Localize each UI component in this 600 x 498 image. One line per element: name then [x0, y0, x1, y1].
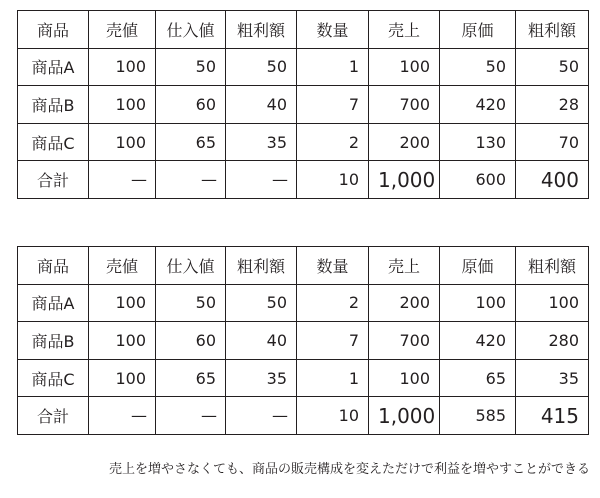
cell-unit-gross-profit: 40 [226, 322, 297, 360]
col-header-purchase-price: 仕入値 [156, 247, 226, 285]
cell-total-label: 合計 [18, 397, 89, 435]
cell-price: 100 [89, 86, 156, 124]
cell-total-cost: 585 [440, 397, 516, 435]
cell-product: 商品B [18, 86, 89, 124]
header-row [18, 11, 589, 49]
cell-sales: 700 [369, 86, 440, 124]
cell-cost: 100 [440, 284, 516, 322]
cell-price: 100 [89, 48, 156, 86]
col-header-gross-profit: 粗利額 [516, 247, 589, 285]
cell-total-sales: 1,000 [369, 161, 440, 199]
cell-quantity: 1 [297, 359, 369, 397]
cell-total-quantity: 10 [297, 397, 369, 435]
cell-cost: 65 [440, 359, 516, 397]
caption: 売上を増やさなくても、商品の販売構成を変えただけで利益を増やすことができる [108, 462, 590, 477]
cell-gross-profit: 280 [516, 322, 589, 360]
col-header-cost: 原価 [440, 247, 516, 285]
cell-gross-profit: 100 [516, 284, 589, 322]
cell-purchase-price: — [156, 161, 226, 199]
col-header-product: 商品 [18, 247, 89, 285]
col-header-gross-profit: 粗利額 [516, 11, 589, 49]
cell-quantity: 7 [297, 86, 369, 124]
cell-unit-gross-profit: 40 [226, 86, 297, 124]
cell-price: — [89, 161, 156, 199]
col-header-sales: 売上 [369, 247, 440, 285]
cell-unit-gross-profit: — [226, 161, 297, 199]
cell-unit-gross-profit: — [226, 397, 297, 435]
cell-purchase-price: — [156, 397, 226, 435]
table-row [18, 123, 589, 161]
cell-unit-gross-profit: 35 [226, 359, 297, 397]
col-header-price: 売値 [89, 11, 156, 49]
cell-sales: 200 [369, 284, 440, 322]
cell-total-gross-profit: 400 [516, 161, 589, 199]
cell-gross-profit: 70 [516, 123, 589, 161]
cell-cost: 130 [440, 123, 516, 161]
table-row [18, 359, 589, 397]
cell-product: 商品C [18, 359, 89, 397]
col-header-quantity: 数量 [297, 247, 369, 285]
cell-gross-profit: 35 [516, 359, 589, 397]
col-header-purchase-price: 仕入値 [156, 11, 226, 49]
cell-purchase-price: 60 [156, 322, 226, 360]
cell-price: 100 [89, 123, 156, 161]
cell-price: 100 [89, 284, 156, 322]
col-header-quantity: 数量 [297, 11, 369, 49]
sales-table-before [17, 10, 589, 199]
cell-quantity: 1 [297, 48, 369, 86]
table-row [18, 322, 589, 360]
col-header-sales: 売上 [369, 11, 440, 49]
cell-purchase-price: 65 [156, 359, 226, 397]
cell-total-quantity: 10 [297, 161, 369, 199]
cell-sales: 100 [369, 359, 440, 397]
table-row [18, 48, 589, 86]
cell-product: 商品A [18, 284, 89, 322]
cell-purchase-price: 60 [156, 86, 226, 124]
cell-gross-profit: 28 [516, 86, 589, 124]
cell-cost: 420 [440, 86, 516, 124]
cell-quantity: 7 [297, 322, 369, 360]
cell-unit-gross-profit: 50 [226, 48, 297, 86]
col-header-cost: 原価 [440, 11, 516, 49]
cell-unit-gross-profit: 35 [226, 123, 297, 161]
cell-cost: 50 [440, 48, 516, 86]
col-header-product: 商品 [18, 11, 89, 49]
cell-total-cost: 600 [440, 161, 516, 199]
cell-product: 商品C [18, 123, 89, 161]
col-header-unit-gross-profit: 粗利額 [226, 11, 297, 49]
col-header-price: 売値 [89, 247, 156, 285]
cell-cost: 420 [440, 322, 516, 360]
cell-purchase-price: 50 [156, 48, 226, 86]
cell-total-sales: 1,000 [369, 397, 440, 435]
cell-purchase-price: 50 [156, 284, 226, 322]
cell-sales: 700 [369, 322, 440, 360]
cell-product: 商品B [18, 322, 89, 360]
cell-unit-gross-profit: 50 [226, 284, 297, 322]
header-row [18, 247, 589, 285]
table-row [18, 284, 589, 322]
col-header-unit-gross-profit: 粗利額 [226, 247, 297, 285]
cell-purchase-price: 65 [156, 123, 226, 161]
cell-total-gross-profit: 415 [516, 397, 589, 435]
cell-price: — [89, 397, 156, 435]
sales-table-after [17, 246, 589, 435]
cell-gross-profit: 50 [516, 48, 589, 86]
cell-quantity: 2 [297, 123, 369, 161]
table-row [18, 86, 589, 124]
cell-product: 商品A [18, 48, 89, 86]
cell-quantity: 2 [297, 284, 369, 322]
total-row [18, 161, 589, 199]
cell-price: 100 [89, 322, 156, 360]
cell-price: 100 [89, 359, 156, 397]
total-row [18, 397, 589, 435]
cell-sales: 100 [369, 48, 440, 86]
cell-total-label: 合計 [18, 161, 89, 199]
cell-sales: 200 [369, 123, 440, 161]
